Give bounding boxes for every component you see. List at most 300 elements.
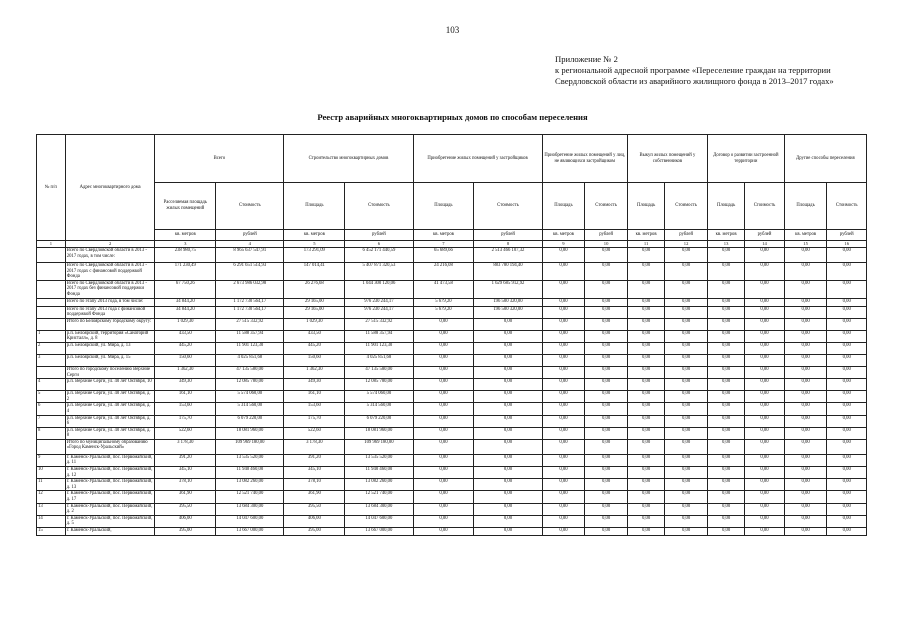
cell-value: 0,00 [542, 503, 585, 515]
cell-value: 6 452 171 440,59 [345, 248, 413, 263]
cell-value: 171 230,49 [155, 263, 216, 281]
cell-value: 0,00 [745, 515, 784, 527]
cell-value: 0,00 [413, 515, 474, 527]
cell-value: 522,60 [155, 427, 216, 439]
row-address: г. Каменск-Уральский, пос. Первомайский, д. 12 [65, 467, 155, 479]
cell-value: 5 407 871 320,53 [345, 263, 413, 281]
cell-value: 0,00 [745, 391, 784, 403]
cell-value: 0,00 [627, 354, 664, 366]
table-row [37, 503, 867, 515]
cell-value: 0,00 [474, 503, 542, 515]
cell-value: 0,00 [665, 280, 708, 298]
cell-value: 238 980,75 [155, 248, 216, 263]
cell-value: 0,00 [827, 298, 867, 306]
cell-value: 0,00 [585, 403, 628, 415]
cell-value: 0,00 [627, 379, 664, 391]
row-number [37, 439, 66, 454]
row-address: Всего по Свердловской области в 2013 - 2017 годах без финансовой поддержки Фонда [65, 280, 155, 298]
cell-value: 0,00 [627, 263, 664, 281]
row-address: Итого по городскому поселению Верхние Серги [65, 366, 155, 378]
cell-value: 67 750,26 [155, 280, 216, 298]
cell-value: 0,00 [413, 354, 474, 366]
cell-value: 0,00 [827, 342, 867, 354]
cell-value: 391,20 [155, 454, 216, 466]
column-number: 16 [827, 241, 867, 248]
cell-value: 0,00 [627, 342, 664, 354]
cell-value: 349,30 [284, 379, 345, 391]
cell-value: 0,00 [827, 467, 867, 479]
cell-value: 153,60 [155, 403, 216, 415]
row-number: 1 [37, 330, 66, 342]
row-number: 9 [37, 454, 66, 466]
cell-value: 0,00 [784, 248, 827, 263]
cell-value: 0,00 [784, 306, 827, 318]
cell-value: 0,00 [585, 391, 628, 403]
cell-value: 1 172 730 564,17 [216, 298, 284, 306]
cell-value: 0,00 [784, 330, 827, 342]
cell-value: 0,00 [413, 342, 474, 354]
row-address: р.п. Верхние Серги, ул. 40 лет Октября, д. 8 [65, 427, 155, 439]
cell-value: 349,30 [155, 379, 216, 391]
unit-label: кв. метров [707, 230, 744, 241]
cell-value: 0,00 [827, 354, 867, 366]
row-number: 3 [37, 354, 66, 366]
cell-value: 0,00 [827, 248, 867, 263]
cell-value: 0,00 [413, 528, 474, 536]
cell-value: 0,00 [665, 479, 708, 491]
cell-value: 0,00 [542, 403, 585, 415]
cell-value: 14 047 600,00 [345, 515, 413, 527]
row-number [37, 280, 66, 298]
cell-value: 0,00 [827, 280, 867, 298]
appendix-line-3: Свердловской области из аварийного жилищного фонда в 2013–2017 годах» [555, 76, 834, 86]
unit-label: кв. метров [627, 230, 664, 241]
row-number [37, 366, 66, 378]
cell-value: 0,00 [413, 439, 474, 454]
row-address: р.п. Белоярский, территория «Санаторий Кристалл», д. 8 [65, 330, 155, 342]
cell-value: 0,00 [542, 528, 585, 536]
cell-value: 0,00 [707, 515, 744, 527]
column-number: 15 [784, 241, 827, 248]
cell-value: 0,00 [542, 263, 585, 281]
cell-value: 0,00 [627, 318, 664, 330]
cell-value: 41 473,58 [413, 280, 474, 298]
cell-value: 5 314 560,00 [216, 403, 284, 415]
subheader-area: Площадь [413, 183, 474, 230]
cell-value: 0,00 [665, 415, 708, 427]
table-row [37, 415, 867, 427]
cell-value: 11 588 357,94 [216, 330, 284, 342]
cell-value: 0,00 [784, 503, 827, 515]
cell-value: 0,00 [707, 306, 744, 318]
header-purchase-non-developers: Приобретение жилых помещений у лиц, не являющихся застройщиком [542, 135, 627, 183]
cell-value: 6 291 651 514,93 [216, 263, 284, 281]
cell-value: 0,00 [827, 415, 867, 427]
unit-label: рублей [216, 230, 284, 241]
cell-value: 27 515 332,92 [345, 318, 413, 330]
cell-value: 0,00 [665, 330, 708, 342]
cell-value: 0,00 [745, 491, 784, 503]
cell-value: 445,20 [284, 342, 345, 354]
cell-value: 0,00 [627, 248, 664, 263]
cell-value: 196 500 320,00 [474, 306, 542, 318]
cell-value: 0,00 [585, 503, 628, 515]
table-row [37, 391, 867, 403]
header-buyout: Выкуп жилых помещений у собственников [627, 135, 707, 183]
cell-value: 0,00 [784, 263, 827, 281]
cell-value: 0,00 [585, 439, 628, 454]
cell-value: 0,00 [827, 330, 867, 342]
table-row [37, 467, 867, 479]
table-row [37, 342, 867, 354]
cell-value: 0,00 [784, 439, 827, 454]
header-development-agreement: Договор о развитии застроенной территории [707, 135, 784, 183]
cell-value: 0,00 [474, 467, 542, 479]
cell-value: 0,00 [665, 491, 708, 503]
cell-value: 445,20 [155, 342, 216, 354]
subheader-resettle-area: Расселяемая площадь жилых помещений [155, 183, 216, 230]
cell-value: 24 216,08 [413, 263, 474, 281]
column-number: 13 [707, 241, 744, 248]
cell-value: 0,00 [474, 391, 542, 403]
cell-value: 0,00 [627, 280, 664, 298]
cell-value: 0,00 [542, 427, 585, 439]
cell-value: 0,00 [474, 491, 542, 503]
cell-value: 0,00 [707, 298, 744, 306]
cell-value: 11 901 123,30 [216, 342, 284, 354]
cell-value: 5 314 560,00 [345, 403, 413, 415]
cell-value: 0,00 [707, 439, 744, 454]
cell-value: 11 901 123,30 [345, 342, 413, 354]
cell-value: 0,00 [707, 366, 744, 378]
cell-value: 976 230 244,17 [345, 306, 413, 318]
cell-value: 0,00 [784, 318, 827, 330]
cell-value: 0,00 [827, 515, 867, 527]
cell-value: 29 165,00 [284, 298, 345, 306]
cell-value: 1 029,30 [284, 318, 345, 330]
cell-value: 0,00 [627, 528, 664, 536]
subheader-cost: Стоимость [585, 183, 628, 230]
column-number: 4 [216, 241, 284, 248]
cell-value: 0,00 [707, 354, 744, 366]
cell-value: 0,00 [827, 528, 867, 536]
cell-value: 0,00 [707, 263, 744, 281]
cell-value: 161,10 [155, 391, 216, 403]
cell-value: 0,00 [707, 427, 744, 439]
cell-value: 0,00 [474, 515, 542, 527]
column-number: 9 [542, 241, 585, 248]
table-row [37, 439, 867, 454]
cell-value: 0,00 [413, 403, 474, 415]
row-number: 10 [37, 467, 66, 479]
cell-value: 0,00 [827, 391, 867, 403]
cell-value: 0,00 [413, 491, 474, 503]
cell-value: 0,00 [745, 503, 784, 515]
header-total: Всего [155, 135, 284, 183]
cell-value: 0,00 [474, 403, 542, 415]
subheader-cost: Стоимость [745, 183, 784, 230]
cell-value: 0,00 [745, 454, 784, 466]
cell-value: 361,90 [155, 491, 216, 503]
cell-value: 1 029,30 [155, 318, 216, 330]
unit-label: рублей [745, 230, 784, 241]
cell-value: 0,00 [707, 403, 744, 415]
cell-value: 0,00 [665, 503, 708, 515]
row-address: г. Каменск-Уральский, пос. Первомайский, д. 13 [65, 479, 155, 491]
cell-value: 18 081 960,00 [216, 427, 284, 439]
cell-value: 0,00 [745, 248, 784, 263]
cell-value: 29 165,00 [284, 306, 345, 318]
cell-value: 0,00 [413, 427, 474, 439]
subheader-cost: Стоимость [345, 183, 413, 230]
column-number: 8 [474, 241, 542, 248]
cell-value: 109 969 180,00 [345, 439, 413, 454]
cell-value: 1 362,30 [155, 366, 216, 378]
cell-value: 0,00 [665, 439, 708, 454]
cell-value: 0,00 [542, 342, 585, 354]
cell-value: 0,00 [745, 280, 784, 298]
cell-value: 0,00 [542, 454, 585, 466]
cell-value: 0,00 [745, 330, 784, 342]
cell-value: 0,00 [784, 491, 827, 503]
cell-value: 13 684 300,00 [345, 503, 413, 515]
cell-value: 0,00 [707, 454, 744, 466]
cell-value: 0,00 [745, 298, 784, 306]
cell-value: 0,00 [784, 479, 827, 491]
cell-value: 153,60 [284, 403, 345, 415]
cell-value: 13 535 520,00 [345, 454, 413, 466]
cell-value: 0,00 [707, 415, 744, 427]
cell-value: 0,00 [627, 439, 664, 454]
cell-value: 0,00 [413, 379, 474, 391]
subheader-area: Площадь [542, 183, 585, 230]
cell-value: 27 515 332,92 [216, 318, 284, 330]
cell-value: 8 965 637 547,91 [216, 248, 284, 263]
cell-value: 395,50 [155, 503, 216, 515]
cell-value: 0,00 [542, 354, 585, 366]
cell-value: 522,60 [284, 427, 345, 439]
subheader-cost: Стоимость [665, 183, 708, 230]
cell-value: 0,00 [474, 427, 542, 439]
cell-value: 406,00 [155, 515, 216, 527]
row-address: г. Каменск-Уральский, пос. Первомайский, д. 5 [65, 515, 155, 527]
cell-value: 109 969 180,00 [216, 439, 284, 454]
cell-value: 65 689,66 [413, 248, 474, 263]
cell-value: 147 014,41 [284, 263, 345, 281]
cell-value: 0,00 [784, 280, 827, 298]
cell-value: 0,00 [784, 391, 827, 403]
column-number: 11 [627, 241, 664, 248]
cell-value: 0,00 [627, 298, 664, 306]
cell-value: 175,70 [284, 415, 345, 427]
subheader-area: Площадь [707, 183, 744, 230]
cell-value: 0,00 [707, 318, 744, 330]
table-row [37, 427, 867, 439]
cell-value: 395,50 [284, 503, 345, 515]
cell-value: 0,00 [542, 298, 585, 306]
cell-value: 0,00 [585, 354, 628, 366]
cell-value: 0,00 [784, 467, 827, 479]
column-number: 10 [585, 241, 628, 248]
cell-value: 0,00 [585, 467, 628, 479]
cell-value: 0,00 [585, 515, 628, 527]
cell-value: 5 574 060,00 [216, 391, 284, 403]
column-number: 14 [745, 241, 784, 248]
cell-value: 4 025 851,68 [345, 354, 413, 366]
row-number: 14 [37, 515, 66, 527]
cell-value: 0,00 [585, 330, 628, 342]
cell-value: 0,00 [665, 342, 708, 354]
cell-value: 0,00 [707, 491, 744, 503]
registry-body [37, 241, 867, 536]
row-number [37, 248, 66, 263]
cell-value: 150,60 [155, 354, 216, 366]
cell-value: 0,00 [585, 298, 628, 306]
column-number: 6 [345, 241, 413, 248]
cell-value: 0,00 [745, 379, 784, 391]
cell-value: 0,00 [827, 318, 867, 330]
row-number: 6 [37, 403, 66, 415]
cell-value: 5 679,20 [413, 298, 474, 306]
cell-value: 0,00 [474, 342, 542, 354]
cell-value: 0,00 [585, 263, 628, 281]
cell-value: 0,00 [627, 491, 664, 503]
table-row [37, 366, 867, 378]
table-row [37, 280, 867, 298]
cell-value: 0,00 [542, 391, 585, 403]
cell-value: 0,00 [627, 479, 664, 491]
cell-value: 433,50 [284, 330, 345, 342]
header-num: № п/п [37, 135, 66, 241]
cell-value: 0,00 [474, 415, 542, 427]
cell-value: 0,00 [707, 503, 744, 515]
row-number [37, 298, 66, 306]
cell-value: 3 178,30 [155, 439, 216, 454]
table-row [37, 403, 867, 415]
table-row [37, 330, 867, 342]
cell-value: 0,00 [627, 330, 664, 342]
row-address: Итого по муниципальному образованию «Город Каменск-Уральский» [65, 439, 155, 454]
table-row [37, 263, 867, 281]
cell-value: 0,00 [665, 467, 708, 479]
cell-value: 3 178,30 [284, 439, 345, 454]
cell-value: 0,00 [474, 318, 542, 330]
table-row [37, 491, 867, 503]
cell-value: 0,00 [627, 427, 664, 439]
cell-value: 0,00 [784, 515, 827, 527]
cell-value: 12 521 740,00 [216, 491, 284, 503]
cell-value: 11 940 460,00 [216, 467, 284, 479]
cell-value: 0,00 [413, 479, 474, 491]
cell-value: 0,00 [707, 391, 744, 403]
cell-value: 0,00 [627, 366, 664, 378]
row-number [37, 263, 66, 281]
cell-value: 0,00 [665, 318, 708, 330]
cell-value: 0,00 [585, 280, 628, 298]
cell-value: 0,00 [585, 248, 628, 263]
row-address: г. Каменск-Уральский, [65, 528, 155, 536]
cell-value: 0,00 [542, 491, 585, 503]
cell-value: 0,00 [585, 491, 628, 503]
cell-value: 0,00 [413, 330, 474, 342]
cell-value: 0,00 [627, 403, 664, 415]
cell-value: 0,00 [542, 366, 585, 378]
row-number [37, 306, 66, 318]
table-row [37, 379, 867, 391]
cell-value: 391,20 [284, 454, 345, 466]
cell-value: 0,00 [585, 427, 628, 439]
cell-value: 11 588 357,94 [345, 330, 413, 342]
cell-value: 378,10 [284, 479, 345, 491]
cell-value: 0,00 [707, 479, 744, 491]
cell-value: 173 291,09 [284, 248, 345, 263]
cell-value: 0,00 [784, 342, 827, 354]
header-purchase-developers: Приобретение жилых помещений у застройщиков [413, 135, 542, 183]
row-address: р.п. Белоярский, ул. Мира, д. 13 [65, 342, 155, 354]
unit-label: рублей [665, 230, 708, 241]
appendix-line-1: Приложение № 2 [555, 54, 618, 64]
row-address: р.п. Верхние Серги, ул. 40 лет Октября, 10 [65, 379, 155, 391]
column-number: 2 [65, 241, 155, 248]
cell-value: 0,00 [627, 467, 664, 479]
cell-value: 0,00 [665, 306, 708, 318]
row-address: Всего по Свердловской области в 2013 - 2017 годах с финансовой поддержкой Фонда [65, 263, 155, 281]
table-row [37, 306, 867, 318]
cell-value: 2 513 466 107,32 [474, 248, 542, 263]
cell-value: 0,00 [542, 280, 585, 298]
table-row [37, 515, 867, 527]
cell-value: 378,10 [155, 479, 216, 491]
cell-value: 0,00 [627, 515, 664, 527]
cell-value: 150,60 [284, 354, 345, 366]
cell-value: 13 684 300,00 [216, 503, 284, 515]
cell-value: 0,00 [707, 528, 744, 536]
cell-value: 0,00 [827, 263, 867, 281]
cell-value: 0,00 [665, 379, 708, 391]
cell-value: 13 082 260,00 [216, 479, 284, 491]
cell-value: 0,00 [665, 391, 708, 403]
cell-value: 0,00 [707, 467, 744, 479]
cell-value: 0,00 [745, 263, 784, 281]
cell-value: 0,00 [542, 515, 585, 527]
cell-value: 0,00 [745, 427, 784, 439]
cell-value: 0,00 [474, 379, 542, 391]
cell-value: 0,00 [707, 248, 744, 263]
cell-value: 0,00 [585, 479, 628, 491]
cell-value: 0,00 [413, 467, 474, 479]
cell-value: 0,00 [745, 306, 784, 318]
cell-value: 395,00 [284, 528, 345, 536]
table-row [37, 528, 867, 536]
cell-value: 0,00 [585, 366, 628, 378]
column-number: 3 [155, 241, 216, 248]
unit-label: рублей [827, 230, 867, 241]
cell-value: 0,00 [784, 454, 827, 466]
cell-value: 12 085 780,00 [345, 379, 413, 391]
cell-value: 0,00 [745, 467, 784, 479]
table-row [37, 454, 867, 466]
row-address: Всего по этапу 2013 года с финансовой поддержкой Фонда [65, 306, 155, 318]
subheader-cost: Стоимость [216, 183, 284, 230]
cell-value: 0,00 [745, 318, 784, 330]
row-address: р.п. Верхние Серги, ул. 40 лет Октября, д. 4 [65, 403, 155, 415]
cell-value: 0,00 [784, 403, 827, 415]
cell-value: 0,00 [474, 366, 542, 378]
cell-value: 0,00 [745, 528, 784, 536]
cell-value: 0,00 [827, 479, 867, 491]
cell-value: 0,00 [784, 354, 827, 366]
cell-value: 0,00 [784, 528, 827, 536]
